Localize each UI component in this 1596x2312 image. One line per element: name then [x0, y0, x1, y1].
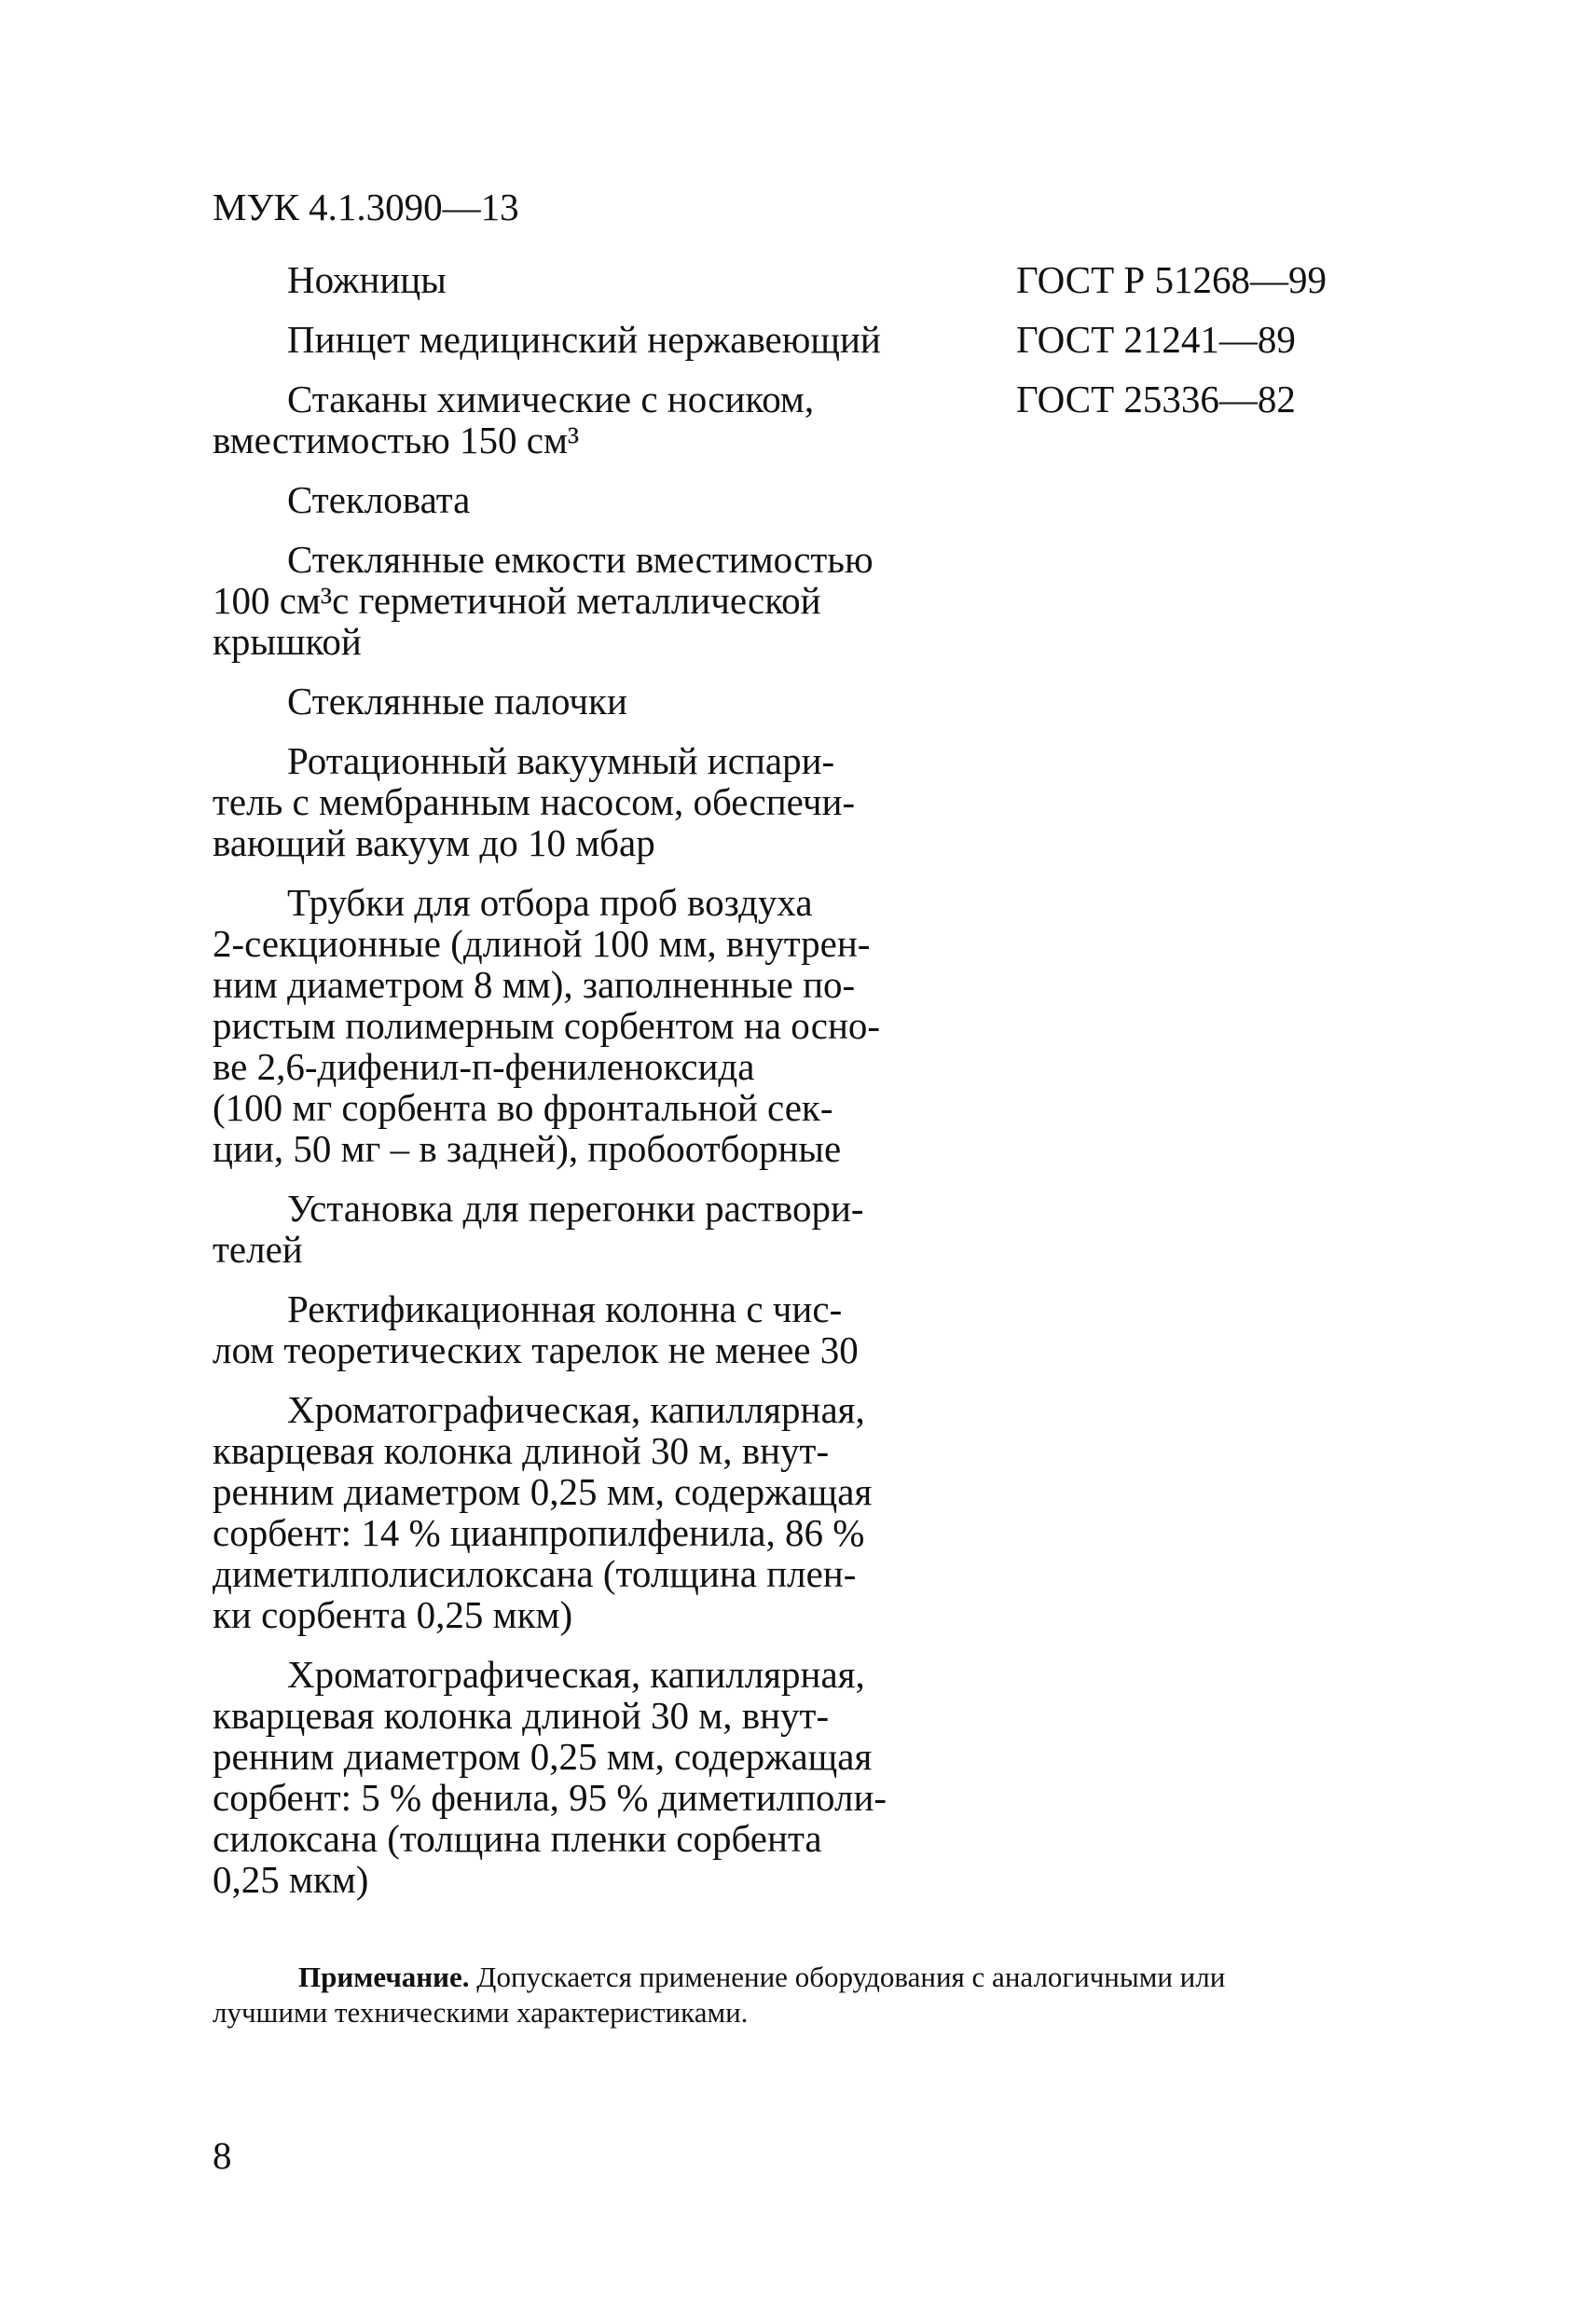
equipment-item-line: 100 см³с герметичной металлической: [213, 579, 821, 622]
equipment-item: [213, 1188, 1350, 1270]
equipment-item-line: вместимостью 150 см³: [213, 419, 580, 461]
equipment-item-line: 0,25 мкм): [213, 1858, 369, 1901]
equipment-item: [213, 479, 1350, 520]
equipment-item-line: ренним диаметром 0,25 мм, содержащая: [213, 1470, 873, 1513]
equipment-item-line: телей: [213, 1228, 303, 1271]
equipment-item-text: [213, 539, 945, 662]
equipment-item-text: [213, 1288, 945, 1370]
equipment-item-text: [213, 882, 945, 1169]
equipment-item: [213, 882, 1350, 1169]
equipment-item-line: ции, 50 мг – в задней), пробоотборные: [213, 1127, 842, 1170]
equipment-item-line: тель с мембранным насосом, обеспечи-: [213, 780, 856, 823]
equipment-item-text: [213, 740, 945, 863]
equipment-item-line: Стеклянные палочки: [287, 680, 627, 722]
equipment-item: [213, 1654, 1350, 1900]
equipment-item-text: [213, 1654, 945, 1900]
equipment-item-text: [213, 378, 945, 461]
note-line-1: [213, 1960, 1396, 1995]
note-text-1: Допускается применение оборудования с аналогичными или: [469, 1961, 1226, 1993]
equipment-item-line: сорбент: 5 % фенила, 95 % диметилполи-: [213, 1776, 887, 1819]
equipment-item: [213, 259, 1350, 300]
equipment-item-line: лом теоретических тарелок не менее 30: [213, 1328, 859, 1371]
equipment-item-line: сорбент: 14 % цианпропилфенила, 86 %: [213, 1511, 865, 1554]
equipment-item: [213, 1288, 1350, 1370]
equipment-standard: ГОСТ Р 51268—99: [1016, 258, 1327, 301]
equipment-item: [213, 319, 1350, 360]
equipment-item-text: [213, 319, 945, 360]
equipment-item-line: ки сорбента 0,25 мкм): [213, 1593, 573, 1636]
equipment-item-line: кварцевая колонка длиной 30 м, внут-: [213, 1694, 830, 1737]
equipment-list: [213, 259, 1350, 1919]
equipment-item: [213, 539, 1350, 662]
equipment-item-line: Хроматографическая, капиллярная,: [287, 1653, 865, 1696]
equipment-item: [213, 1389, 1350, 1635]
equipment-item-text: [213, 259, 945, 300]
equipment-item-line: Стаканы химические с носиком,: [287, 378, 815, 420]
equipment-item-line: Трубки для отбора проб воздуха: [287, 881, 813, 924]
equipment-item-line: ренним диаметром 0,25 мм, содержащая: [213, 1735, 873, 1778]
equipment-standard: ГОСТ 21241—89: [1016, 318, 1296, 361]
equipment-standard: ГОСТ 25336—82: [1016, 378, 1296, 420]
equipment-item-line: силоксана (толщина пленки сорбента: [213, 1817, 822, 1860]
equipment-item-line: ним диаметром 8 мм), заполненные по-: [213, 963, 856, 1006]
equipment-item-line: Ножницы: [287, 258, 447, 301]
equipment-item: [213, 378, 1350, 461]
equipment-item-text: [213, 681, 945, 722]
page-number: 8: [213, 2134, 232, 2177]
equipment-item-line: ристым полимерным сорбентом на осно-: [213, 1004, 881, 1047]
equipment-item-line: Хроматографическая, капиллярная,: [287, 1388, 865, 1431]
equipment-item-line: (100 мг сорбента во фронтальной сек-: [213, 1086, 833, 1129]
equipment-item-text: [213, 1188, 945, 1270]
equipment-item-line: Пинцет медицинский нержавеющий: [287, 318, 881, 361]
equipment-item-line: диметилполисилоксана (толщина плен-: [213, 1552, 857, 1595]
equipment-item-line: ве 2,6-дифенил-п-фениленоксида: [213, 1045, 755, 1088]
equipment-item-line: Стеклянные емкости вместимостью: [287, 538, 874, 581]
note-label: Примечание.: [298, 1961, 470, 1993]
equipment-item-line: Ротационный вакуумный испари-: [287, 739, 835, 782]
note-line-2: лучшими техническими характеристиками.: [213, 1996, 749, 2029]
equipment-item-line: 2-секционные (длиной 100 мм, внутрен-: [213, 922, 871, 965]
equipment-item: [213, 681, 1350, 722]
equipment-item-line: Стекловата: [287, 478, 471, 521]
note: [213, 1960, 1396, 2030]
equipment-item-text: [213, 1389, 945, 1635]
equipment-item: [213, 740, 1350, 863]
equipment-item-line: вающий вакуум до 10 мбар: [213, 821, 655, 864]
equipment-item-line: Ректификационная колонна с чис-: [287, 1287, 843, 1330]
equipment-item-line: крышкой: [213, 620, 362, 663]
equipment-item-line: кварцевая колонка длиной 30 м, внут-: [213, 1429, 830, 1472]
equipment-item-text: [213, 479, 945, 520]
equipment-item-line: Установка для перегонки раствори-: [287, 1187, 864, 1230]
document-code: МУК 4.1.3090—13: [213, 186, 519, 228]
